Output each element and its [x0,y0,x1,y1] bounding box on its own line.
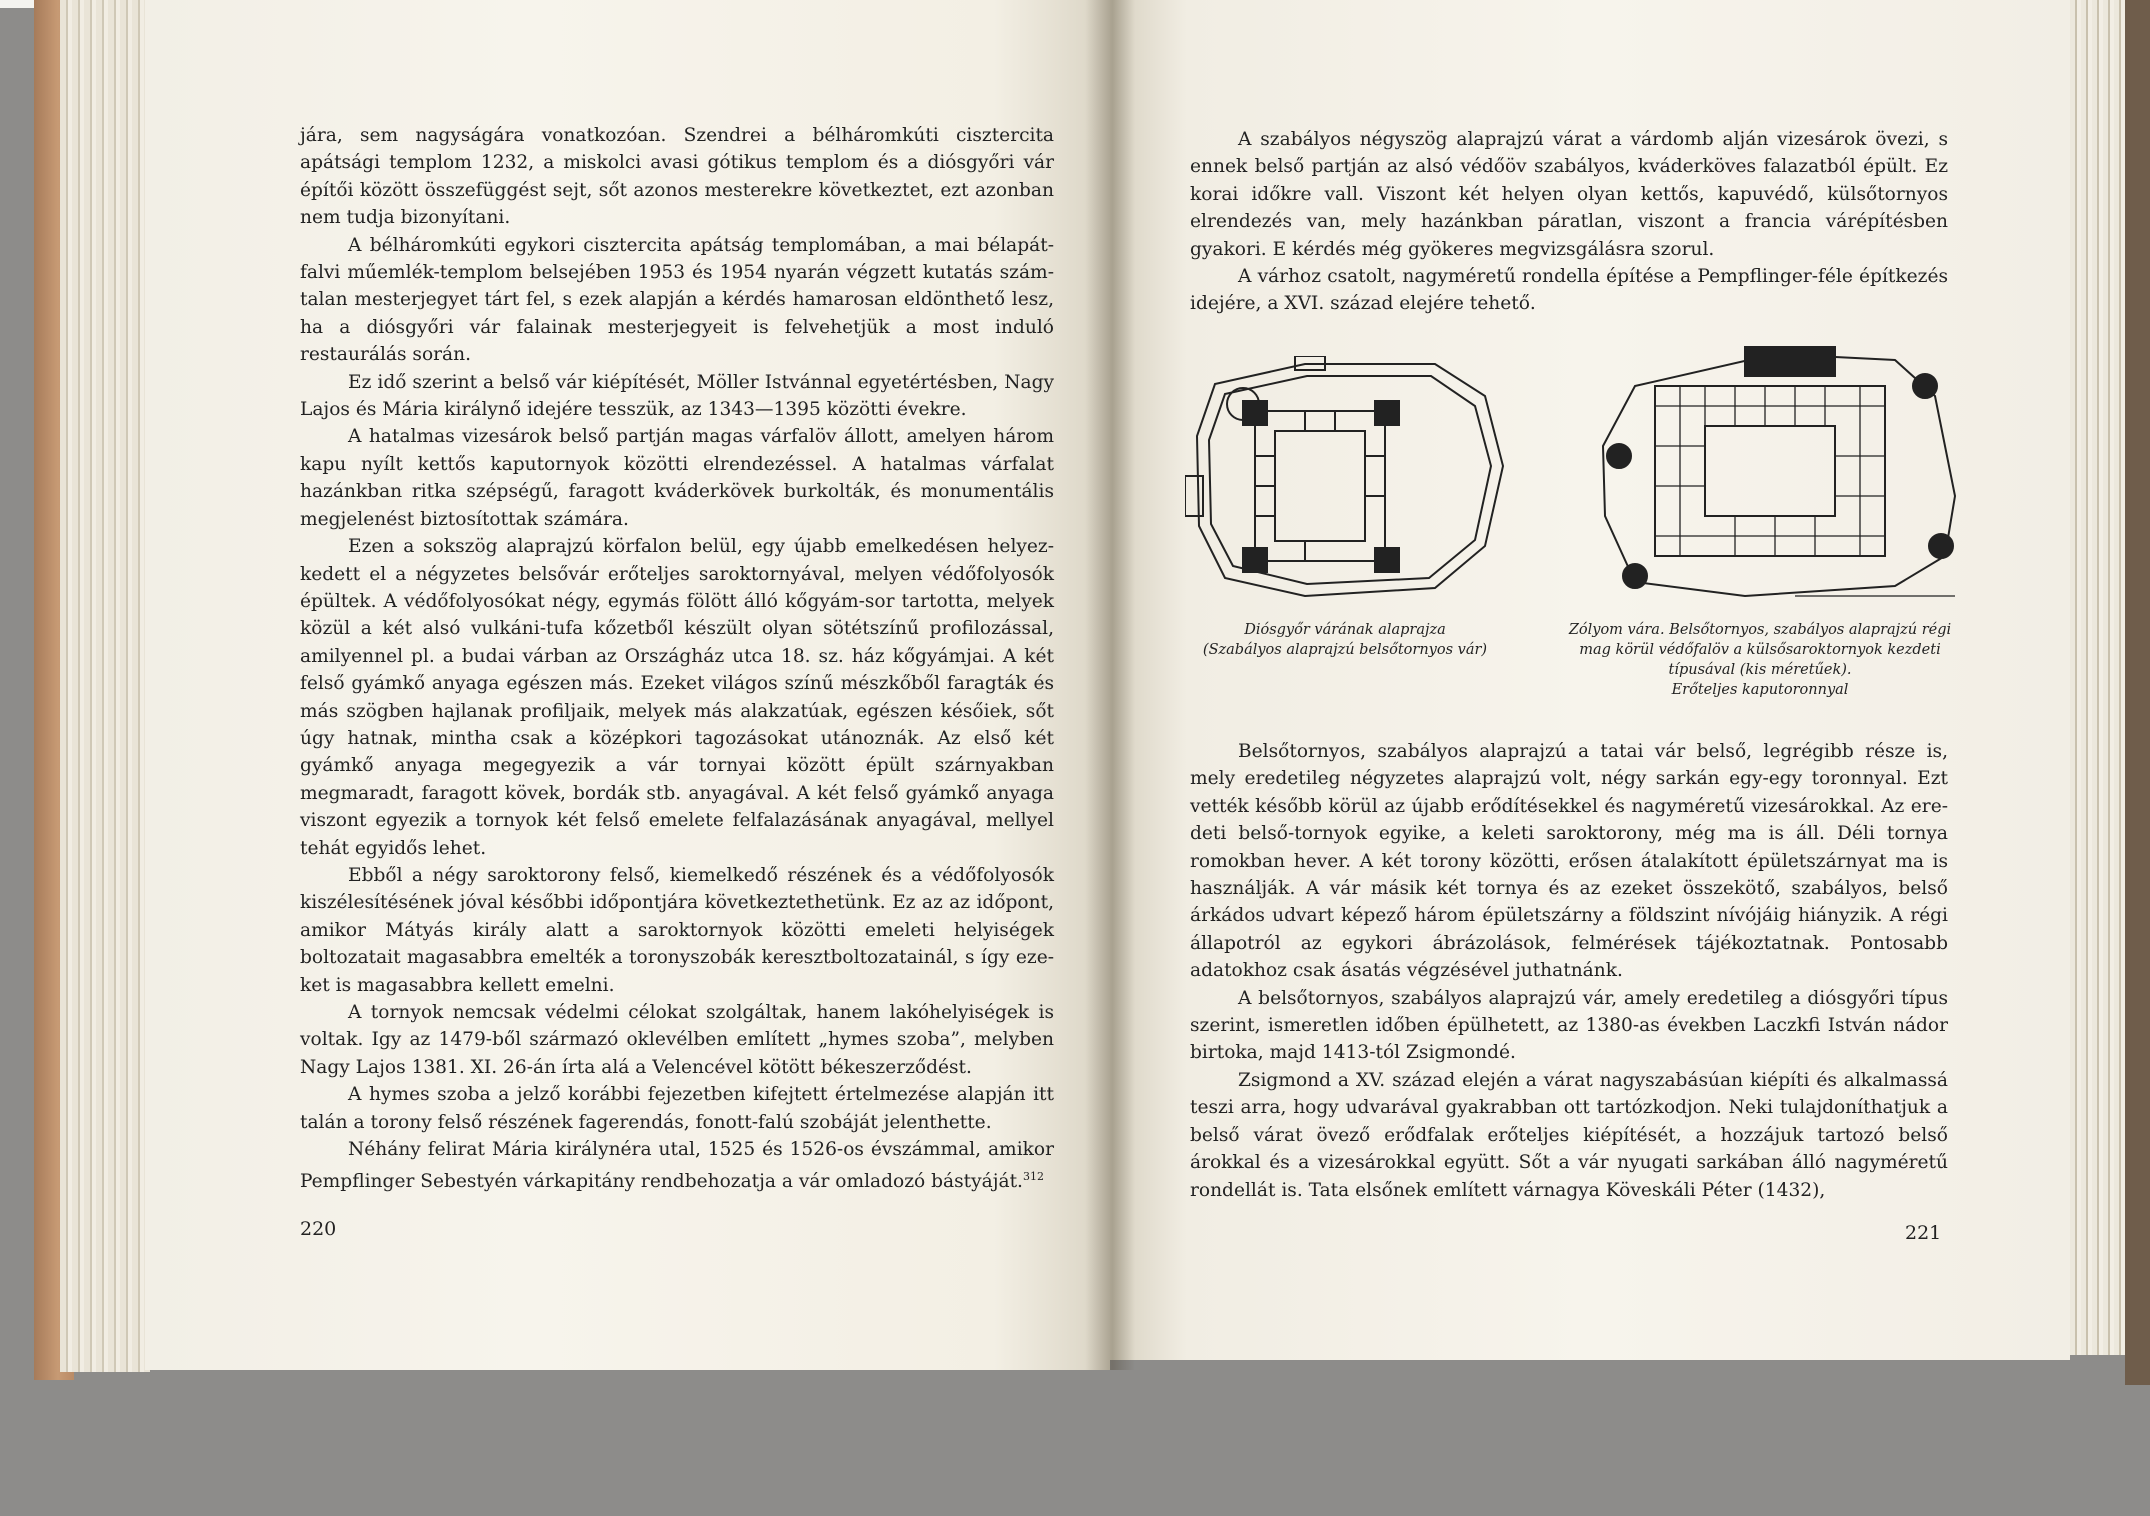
gate-tower [1745,346,1835,376]
caption-line: Diósgyőr várának alaprajza [1244,622,1446,638]
caption-line: Erőteljes kaputoronnyal [1671,682,1849,698]
gate-tower [1185,476,1203,516]
corner-tower [1243,401,1267,425]
diosgyor-castle-floor-plan [1185,356,1515,602]
paragraph: A hatalmas vizesárok belső partján magas várfalöv állott, amelyen három kapu nyílt kettős kaputornyok közötti elrendezéssel. A hatalmas várfalat hazánkban ritka szépségű, faragott kváderkövek burkolták, és monumentális megjelenést biztosítottak számára. [300,426,1054,530]
page-stack-right [2070,0,2130,1355]
outer-corner-tower [1623,564,1647,588]
caption-line: Zólyom vára. Belsőtornyos, szabályos alaprajzú régi mag körül védőfalöv a külsősaroktornyok kezdeti típusával (kis méretűek). [1568,622,1952,678]
footnote-reference: 312 [1022,1170,1044,1184]
page-number-right: 221 [1905,1222,1942,1244]
courtyard [1275,431,1365,541]
paragraph: A belsőtornyos, szabályos alaprajzú vár, amely eredetileg a diósgyőri típus szerint, ismeretlen időben épülhetett, az 1380-as években Laczkfi István nádor birtoka, majd 1413-tól Zsigmondé. [1190,987,1948,1064]
paragraph: Ezen a sokszög alaprajzú körfalon belül, egy újabb emelkedésen helyezkedett el a négyzetes belsővár erőteljes saroktornyával, melyen védőfolyosók épültek. A védőfolyosókat négy, egymás fölött álló kőgyám-sor tartotta, melyek közül a két alsó vulkáni-tufa kőzetből készült olyan sötétszínű profilozással, amilyennel pl. a budai várban az Országház utca 18. sz. ház kőgyámjai. A két felső gyámkő anyaga egészen más. Ezeket világos színű mészkőből faragták és más szögben hajlanak profiljaik, melyek más alakzatúak, egészen későiek, sőt úgy hatnak, mintha csak a középkori tagozásokat utánoznák. Az első két gyámkő anyaga megegyezik a vár tornyai között épült szárnyakban megmaradt, faragott kövek, bordák stb. anyagával. A két felső gyámkő anyaga viszont egyezik a tornyok két felső emelete felfalazásának anyagával, mellyel tehát egyidős lehet. [300,536,1054,859]
page-number-left: 220 [300,1218,337,1240]
paragraph: Ez idő szerint a belső vár kiépítését, Möller Istvánnal egyetértésben, Nagy Lajos és Mária királynő idejére tesszük, az 1343—1395 közötti évekre. [300,371,1054,421]
paragraph: Belsőtornyos, szabályos alaprajzú a tatai vár belső, legrégibb része is, mely eredetileg négyzetes alaprajzú volt, négy sarkán egy-egy toronnyal. Ezt vették később körül az újabb erődítésekkel és nagyméretű vizesárokkal. Az eredeti belső-tornyok egyike, a keleti saroktorony, még ma is áll. Déli tornya romokban hever. A két torony közötti, erősen átalakított épületszárnyat ma is használják. A vár másik két tornya és az ezeket összekötő, szabályos, belső árkádos udvart képező három épületszárny a földszint nívójáig hiányzik. A régi állapotról az egykori ábrázolások, felmérések tájékoztatnak. Pontosabb adatokhoz csak ásatás végzésével juthatnánk. [1190,741,1948,982]
figure-caption-zolyom [1560,620,1960,700]
outer-corner-tower [1929,534,1953,558]
figure-caption-diosgyor [1180,620,1510,660]
outer-corner-tower [1913,374,1937,398]
paragraph: Ebből a négy saroktorony felső, kiemelkedő részének és a védőfolyosók kiszélesítésének jóval későbbi időpontjára következtethetünk. Ez az az időpont, amikor Mátyás király alatt a saroktornyok közötti emeleti helyiségek boltozatait magasabbra emelték a toronyszobák keresztboltozatainál, s így ezeket is magasabbra kellett emelni. [300,864,1054,996]
paragraph: A tornyok nemcsak védelmi célokat szolgáltak, hanem lakóhelyiségek is voltak. Igy az 1479-ből származó oklevélben említett „hymes szoba”, melyben Nagy Lajos 1381. XI. 26-án írta alá a Velencével kötött békeszerződést. [300,1002,1054,1078]
paragraph: jára, sem nagyságára vonatkozóan. Szendrei a bélháromkúti cisztercita apátsági templom 1232, a miskolci avasi gótikus templom és a diósgyőri vár építői között összefüggést sejt, sőt azonos mesterekre következtet, ezt azonban nem tudja bizonyítani. [300,125,1054,229]
paragraph: A hymes szoba a jelző korábbi fejezetben kifejtett értelmezése alapján itt talán a torony felső részének fagerendás, fonott-falú szobáját jelenthette. [300,1084,1054,1133]
arcaded-courtyard [1705,426,1835,516]
corner-tower [1375,548,1399,572]
zolyom-castle-floor-plan [1595,346,1970,620]
castle-core [1655,386,1885,556]
corner-tower [1243,548,1267,572]
caption-line: (Szabályos alaprajzú belsőtornyos vár) [1202,642,1488,658]
left-page-body [300,122,1054,1196]
paragraph: A bélháromkúti egykori cisztercita apátság templomában, a mai bélapátfalvi műemlék-templom belsejében 1953 és 1954 nyarán végzett kutatás számtalan mesterjegyet tárt fel, s ezek alapján a kérdés hamarosan eldönthető lesz, ha a diósgyőri vár falainak mesterjegyeit is felvehetjük a most induló restaurálás során. [300,234,1054,366]
paragraph-last [300,1136,1054,1196]
paragraph: A szabályos négyszög alaprajzú várat a várdomb alján vizesárok övezi, s ennek belső partján az alsó védőöv szabályos, kváderköves falazatból épült. Ez korai időkre vall. Viszont két helyen olyan kettős, kapuvédő, külsőtornyos elrendezés van, mely hazánkban páratlan, viszont a francia várépítésben gyakori. E kérdés még gyökeres megvizsgálásra szorul. [1190,129,1948,260]
corner-tower [1375,401,1399,425]
outer-corner-tower [1607,444,1631,468]
paragraph: A várhoz csatolt, nagyméretű rondella építése a Pempflinger-féle építkezés idejére, a XVI. század elejére tehető. [1190,266,1948,315]
right-page-body-top [1190,126,1948,318]
paragraph-text: Néhány felirat Mária királynéra utal, 1525 és 1526-os évszámmal, amikor Pempflinger Sebestyén várkapitány rendbehozatja a vár omladozó bástyáját. [300,1139,1054,1193]
right-page-body-bottom [1190,738,1948,1204]
paragraph: Zsigmond a XV. század elején a várat nagyszabásúan kiépíti és alkalmassá teszi arra, hogy udvarával gyakrabban ott tartózkodjon. Neki tulajdoníthatjuk a belső várat övező erődfalak erőteljes kiépítését, a hozzájuk tartozó belső árokkal és a vizesárokkal együtt. Sőt a vár nyugati sarkában álló nagyméretű rondellát is. Tata elsőnek említett várnagya Köveskáli Péter (1432), [1190,1069,1948,1201]
book-cover-right [2125,0,2150,1385]
page-stack-left [60,0,150,1372]
book-gutter [1085,0,1135,1370]
